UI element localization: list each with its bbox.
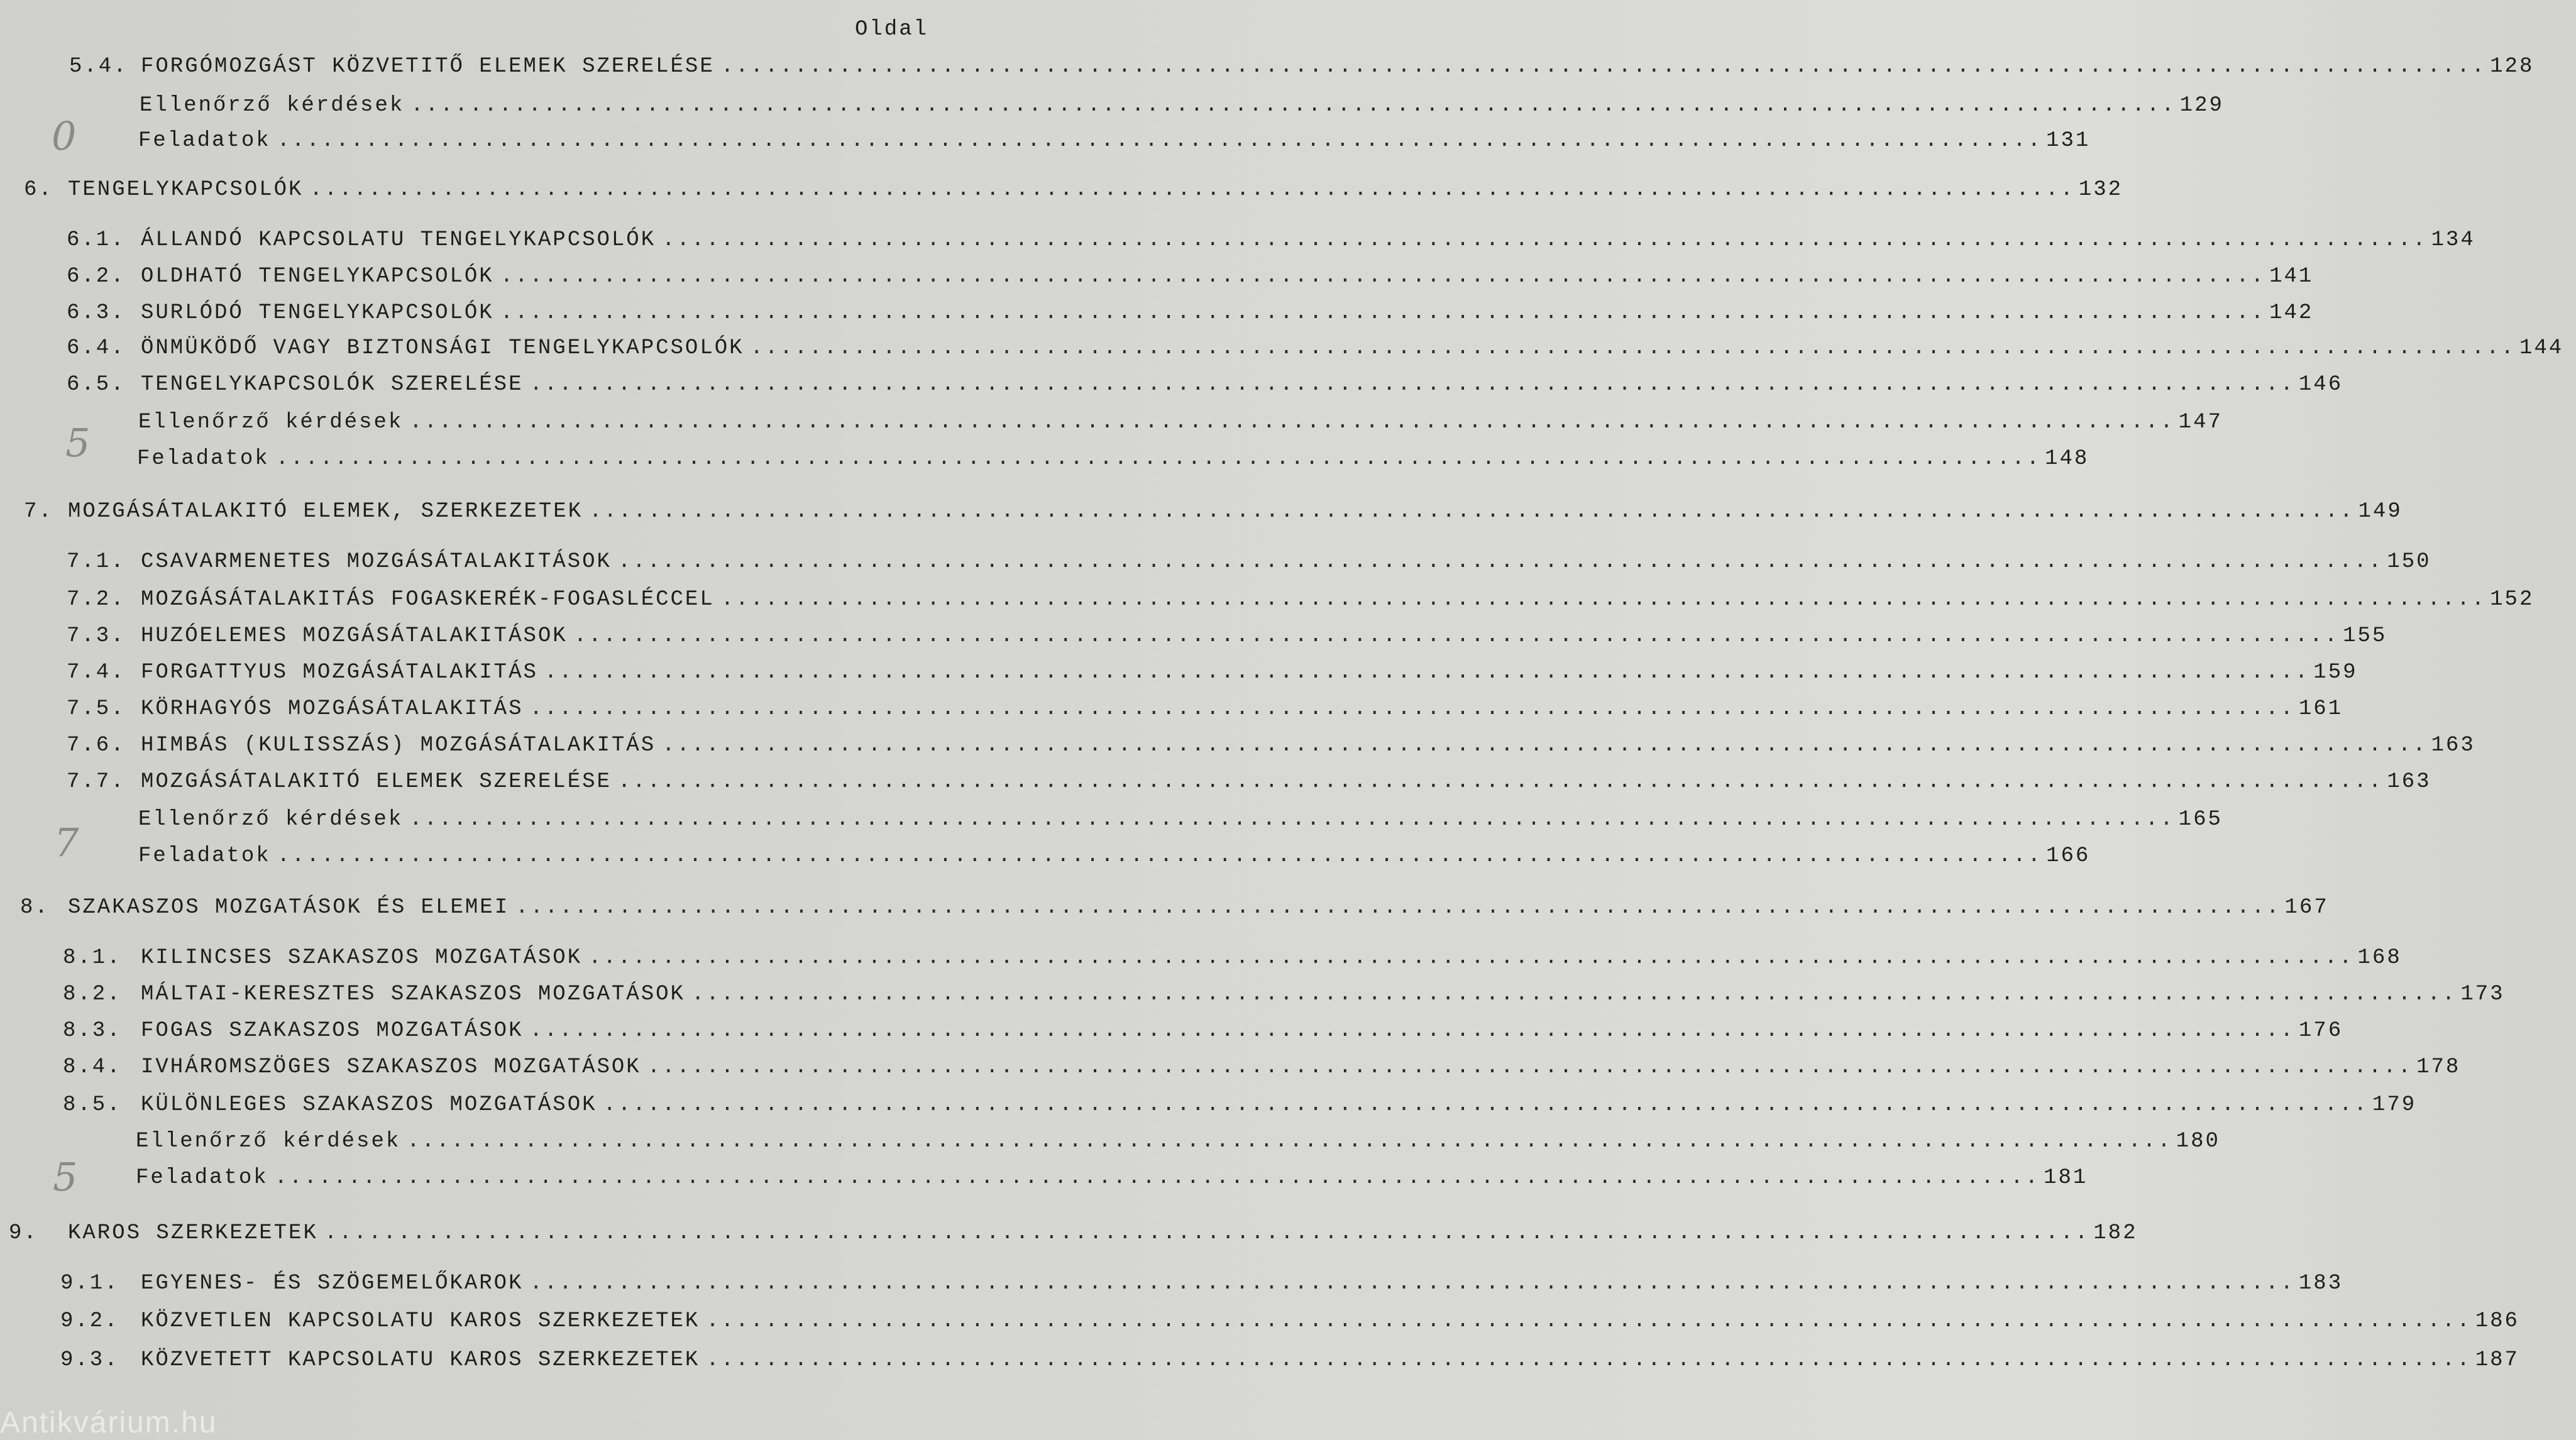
entry-page-number: 142 [2269,301,2314,325]
entry-title: HUZÓELEMES MOZGÁSÁTALAKITÁSOK [141,624,568,648]
toc-entry [63,1016,2343,1046]
entry-title: ÁLLANDÓ KAPCSOLATU TENGELYKAPCSOLÓK [141,228,656,252]
entry-number: 7.5. [67,697,126,721]
entry-page-number: 176 [2298,1019,2343,1043]
entry-title: FOGAS SZAKASZOS MOZGATÁSOK [141,1019,524,1043]
entry-title: Feladatok [138,844,271,868]
toc-entry [69,52,2535,82]
toc-entry [9,1218,2138,1248]
toc-entry [60,1268,2343,1299]
entry-page-number: 168 [2357,946,2402,970]
entry-number: 8. [20,896,50,920]
dot-leader: ........................................................................................................................ [409,410,2175,434]
entry-number: 6. [24,178,53,202]
toc-entry [138,841,2091,871]
toc-entry [67,621,2387,651]
entry-page-number: 183 [2298,1272,2343,1295]
entry-number: 6.4. [67,336,126,360]
dot-leader: ........................................................................................................................ [662,734,2428,757]
entry-number: 9.3. [60,1348,119,1372]
entry-title: Ellenőrző kérdések [138,808,404,832]
dot-leader: ........................................................................................................................ [750,336,2516,360]
toc-entry [63,943,2402,973]
dot-leader: ........................................................................................................................ [277,129,2043,153]
toc-entry [67,585,2535,615]
entry-page-number: 186 [2475,1309,2519,1333]
toc-entry [60,1306,2519,1336]
entry-title: FORGATTYUS MOZGÁSÁTALAKITÁS [141,661,538,684]
entry-title: SURLÓDÓ TENGELYKAPCSOLÓK [141,301,494,325]
dot-leader: ........................................................................................................................ [500,265,2266,289]
entry-title: Feladatok [138,129,271,153]
entry-title: KÖZVETLEN KAPCSOLATU KAROS SZERKEZETEK [141,1309,700,1333]
toc-entry [138,407,2223,437]
entry-number: 6.2. [67,265,126,289]
entry-title: TENGELYKAPCSOLÓK [68,178,304,202]
entry-number: 5.4. [69,55,128,79]
margin-mark: 5 [53,1154,78,1200]
entry-title: Feladatok [136,1166,268,1190]
entry-number: 8.1. [63,946,122,970]
page-column-heading: Oldal [855,18,929,41]
toc-entry [63,1052,2461,1082]
entry-title: KÜLÖNLEGES SZAKASZOS MOZGATÁSOK [141,1093,597,1117]
toc-entry [137,444,2089,474]
toc-entry [24,175,2123,205]
entry-page-number: 144 [2519,336,2564,360]
entry-number: 8.5. [63,1093,122,1117]
dot-leader: ........................................................................................................................ [603,1093,2369,1117]
entry-number: 7.6. [67,734,126,757]
toc-entry [20,893,2329,923]
entry-page-number: 163 [2387,770,2431,794]
entry-page-number: 182 [2093,1221,2138,1245]
entry-page-number: 166 [2046,844,2091,868]
entry-title: Ellenőrző kérdések [140,94,405,118]
dot-leader: ........................................................................................................................ [720,588,2487,612]
entry-page-number: 146 [2298,373,2343,397]
dot-leader: ........................................................................................................................ [706,1309,2472,1333]
toc-entry [67,657,2358,688]
entry-title: FORGÓMOZGÁST KÖZVETITŐ ELEMEK SZERELÉSE [141,55,715,79]
entry-title: Feladatok [137,447,270,471]
entry-number: 7.2. [67,588,126,612]
entry-page-number: 129 [2179,94,2224,118]
toc-entry [67,370,2343,400]
entry-number: 8.2. [63,982,122,1006]
toc-entry [67,298,2314,328]
entry-title: MOZGÁSÁTALAKITÓ ELEMEK SZERELÉSE [141,770,612,794]
toc-entry [67,694,2343,724]
dot-leader: ........................................................................................................................ [529,697,2295,721]
toc-entry [63,1090,2417,1120]
toc-entry [136,1126,2220,1157]
entry-title: Ellenőrző kérdések [138,410,404,434]
margin-mark: 7 [54,820,79,866]
dot-leader: ........................................................................................................................ [691,982,2457,1006]
entry-page-number: 161 [2298,697,2343,721]
entry-title: OLDHATÓ TENGELYKAPCSOLÓK [141,265,494,289]
entry-page-number: 132 [2078,178,2123,202]
margin-mark: 5 [65,420,91,466]
dot-leader: ........................................................................................................................ [275,447,2042,471]
entry-page-number: 179 [2372,1093,2417,1117]
entry-title: Ellenőrző kérdések [136,1129,401,1153]
entry-page-number: 181 [2044,1166,2088,1190]
entry-number: 7. [24,500,53,524]
entry-number: 9.1. [60,1272,119,1295]
entry-page-number: 147 [2178,410,2223,434]
entry-page-number: 165 [2178,808,2223,832]
entry-page-number: 167 [2284,896,2329,920]
dot-leader: ........................................................................................................................ [274,1166,2040,1190]
dot-leader: ........................................................................................................................ [647,1055,2413,1079]
entry-title: IVHÁROMSZÖGES SZAKASZOS MOZGATÁSOK [141,1055,641,1079]
entry-title: HIMBÁS (KULISSZÁS) MOZGÁSÁTALAKITÁS [141,734,656,757]
entry-page-number: 173 [2460,982,2505,1006]
toc-entry [24,497,2403,527]
margin-mark: 0 [52,113,77,159]
entry-title: MOZGÁSÁTALAKITÓ ELEMEK, SZERKEZETEK [68,500,583,524]
entry-number: 7.4. [67,661,126,684]
toc-entry [67,225,2475,255]
entry-title: KILINCSES SZAKASZOS MOZGATÁSOK [141,946,583,970]
entry-page-number: 150 [2387,550,2431,574]
entry-page-number: 155 [2343,624,2387,648]
toc-entry [63,979,2505,1009]
entry-title: SZAKASZOS MOZGATÁSOK ÉS ELEMEI [68,896,510,920]
entry-title: KAROS SZERKEZETEK [68,1221,318,1245]
dot-leader: ........................................................................................................................ [309,178,2075,202]
entry-number: 8.3. [63,1019,122,1043]
entry-page-number: 148 [2045,447,2089,471]
toc-entry [67,333,2564,363]
entry-page-number: 152 [2490,588,2535,612]
toc-entry [67,261,2314,292]
dot-leader: ........................................................................................................................ [277,844,2043,868]
toc-entry [67,730,2475,761]
entry-number: 7.7. [67,770,126,794]
dot-leader: ........................................................................................................................ [515,896,2281,920]
entry-title: KÖZVETETT KAPCSOLATU KAROS SZERKEZETEK [141,1348,700,1372]
dot-leader: ........................................................................................................................ [500,301,2266,325]
dot-leader: ........................................................................................................................ [529,1019,2295,1043]
entry-page-number: 187 [2475,1348,2519,1372]
entry-title: CSAVARMENETES MOZGÁSÁTALAKITÁSOK [141,550,612,574]
entry-title: TENGELYKAPCSOLÓK SZERELÉSE [141,373,524,397]
dot-leader: ........................................................................................................................ [529,1272,2295,1295]
entry-number: 6.1. [67,228,126,252]
dot-leader: ........................................................................................................................ [589,500,2355,524]
dot-leader: ........................................................................................................................ [324,1221,2090,1245]
toc-entry [138,805,2223,835]
entry-title: KÖRHAGYÓS MOZGÁSÁTALAKITÁS [141,697,524,721]
entry-page-number: 178 [2416,1055,2461,1079]
toc-entry [136,1163,2088,1193]
dot-leader: ........................................................................................................................ [662,228,2428,252]
dot-leader: ........................................................................................................................ [529,373,2295,397]
dot-leader: ........................................................................................................................ [409,808,2175,832]
entry-title: MOZGÁSÁTALAKITÁS FOGASKERÉK-FOGASLÉCCEL [141,588,715,612]
dot-leader: ........................................................................................................................ [407,1129,2172,1153]
entry-page-number: 134 [2431,228,2475,252]
toc-entry [60,1345,2519,1375]
dot-leader: ........................................................................................................................ [617,770,2384,794]
entry-title: EGYENES- ÉS SZÖGEMELŐKAROK [141,1272,524,1295]
entry-title: ÖNMÜKÖDŐ VAGY BIZTONSÁGI TENGELYKAPCSOLÓK [141,336,744,360]
entry-page-number: 149 [2358,500,2403,524]
watermark: Antikvárium.hu [0,1406,217,1439]
entry-page-number: 163 [2431,734,2475,757]
dot-leader: ........................................................................................................................ [544,661,2310,684]
toc-entry [140,91,2224,121]
dot-leader: ........................................................................................................................ [720,55,2487,79]
dot-leader: ........................................................................................................................ [617,550,2384,574]
toc-entry [67,547,2431,577]
entry-page-number: 128 [2490,55,2535,79]
entry-page-number: 159 [2313,661,2358,684]
dot-leader: ........................................................................................................................ [573,624,2340,648]
entry-number: 6.5. [67,373,126,397]
entry-number: 6.3. [67,301,126,325]
entry-page-number: 141 [2269,265,2314,289]
entry-number: 7.3. [67,624,126,648]
entry-title: MÁLTAI-KERESZTES SZAKASZOS MOZGATÁSOK [141,982,685,1006]
toc-entry [138,126,2091,156]
entry-page-number: 180 [2176,1129,2220,1153]
dot-leader: ........................................................................................................................ [410,94,2176,118]
entry-number: 9.2. [60,1309,119,1333]
dot-leader: ........................................................................................................................ [706,1348,2472,1372]
entry-number: 7.1. [67,550,126,574]
entry-number: 8.4. [63,1055,122,1079]
entry-page-number: 131 [2046,129,2091,153]
toc-entry [67,767,2431,797]
dot-leader: ........................................................................................................................ [588,946,2354,970]
entry-number: 9. [9,1221,38,1245]
